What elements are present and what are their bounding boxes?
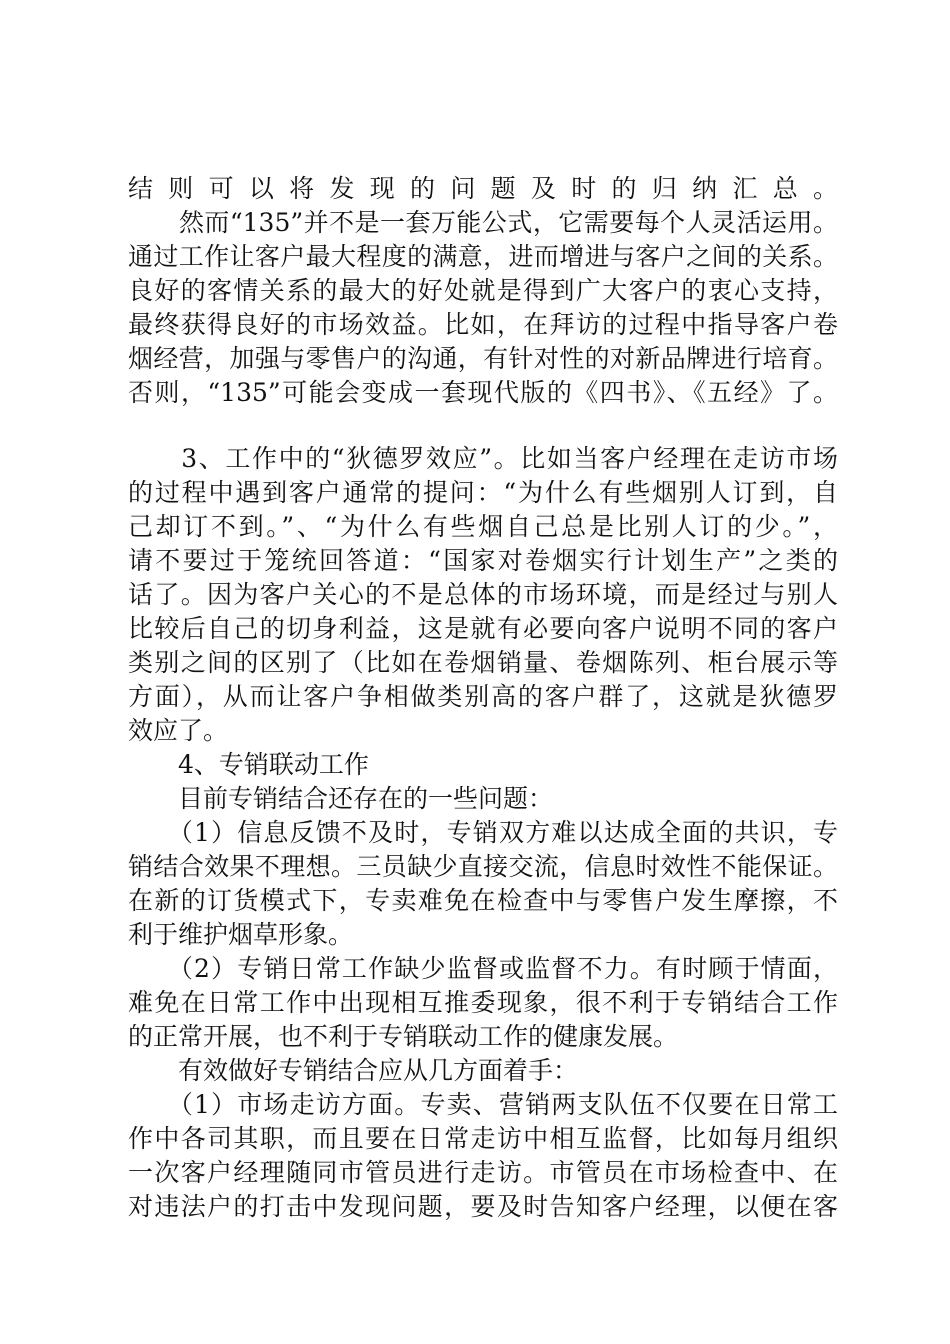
text-line: 对违法户的打击中发现问题，要及时告知客户经理，以便在客 [128, 1192, 838, 1221]
text-line: 3、工作中的“狄德罗效应”。比如当客户经理在走访市场 [128, 444, 838, 473]
text-line: 利于维护烟草形象。 [128, 920, 354, 949]
text-line: 方面），从而让客户争相做类别高的客户群了，这就是狄德罗 [128, 682, 838, 711]
text-line: 的过程中遇到客户通常的提问：“为什么有些烟别人订到，自 [128, 478, 838, 507]
text-line: 话了。因为客户关心的不是总体的市场环境，而是经过与别人 [128, 580, 838, 609]
text-line: （2）专销日常工作缺少监督或监督不力。有时顾于情面， [128, 954, 838, 983]
text-line: 类别之间的区别了（比如在卷烟销量、卷烟陈列、柜台展示等 [128, 648, 838, 677]
text-line: 否则，“135”可能会变成一套现代版的《四书》、《五经》了。 [128, 378, 838, 407]
text-line: 一次客户经理随同市管员进行走访。市管员在市场检查中、在 [128, 1158, 838, 1187]
text-line: 目前专销结合还存在的一些问题： [128, 784, 554, 813]
text-line: 在新的订货模式下，专卖难免在检查中与零售户发生摩擦，不 [128, 886, 838, 915]
text-line: （1）市场走访方面。专卖、营销两支队伍不仅要在日常工 [128, 1090, 838, 1119]
text-line: （1）信息反馈不及时，专销双方难以达成全面的共识，专 [128, 818, 838, 847]
text-line: 烟经营，加强与零售户的沟通，有针对性的对新品牌进行培育。 [128, 344, 838, 373]
text-line: 结则可以将发现的问题及时的归纳汇总。 [128, 174, 838, 203]
text-line: 作中各司其职，而且要在日常走访中相互监督，比如每月组织 [128, 1124, 838, 1153]
text-line: 的正常开展，也不利于专销联动工作的健康发展。 [128, 1022, 679, 1051]
text-line: 难免在日常工作中出现相互推委现象，很不利于专销结合工作 [128, 988, 838, 1017]
text-line: 效应了。 [128, 716, 229, 745]
text-line: 己却订不到。”、“为什么有些烟自己总是比别人订的少。”， [128, 512, 838, 541]
text-line: 比较后自己的切身利益，这是就有必要向客户说明不同的客户 [128, 614, 838, 643]
text-line: 通过工作让客户最大程度的满意，进而增进与客户之间的关系。 [128, 242, 838, 271]
section-heading: 4、专销联动工作 [128, 750, 369, 779]
text-line: 请不要过于笼统回答道：“国家对卷烟实行计划生产”之类的 [128, 546, 838, 575]
text-line: 最终获得良好的市场效益。比如，在拜访的过程中指导客户卷 [128, 310, 838, 339]
text-line: 销结合效果不理想。三员缺少直接交流，信息时效性不能保证。 [128, 852, 838, 881]
text-line: 良好的客情关系的最大的好处就是得到广大客户的衷心支持， [128, 276, 838, 305]
text-line: 然而“135”并不是一套万能公式，它需要每个人灵活运用。 [128, 208, 838, 237]
text-line: 有效做好专销结合应从几方面着手： [128, 1056, 579, 1085]
